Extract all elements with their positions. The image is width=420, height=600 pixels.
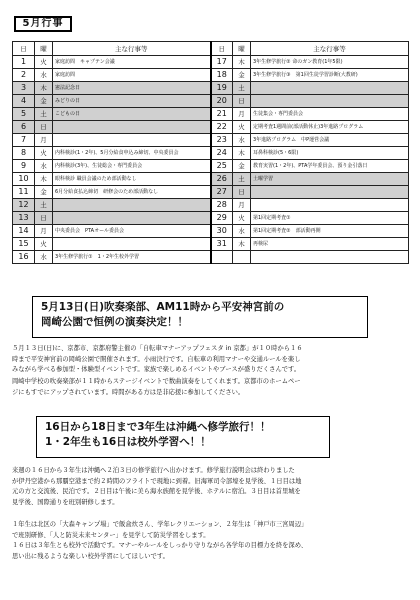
trip-notice <box>36 416 330 458</box>
event-cell <box>251 82 409 95</box>
weekday-cell: 月 <box>233 108 251 121</box>
weekday-cell: 土 <box>233 82 251 95</box>
text-line: 時まで平安神宮前の岡崎公園で開催されます。小雨決行です。自転車の利用マナーや交通ルールを楽し <box>12 355 301 363</box>
table-header-row <box>13 42 409 56</box>
event-cell: 内科検診(1・2年)、5月分給食申込み締切、中央委員会 <box>53 147 211 160</box>
weekday-cell: 木 <box>35 82 53 95</box>
weekday-cell: 日 <box>233 95 251 108</box>
event-cell <box>251 251 409 264</box>
concert-notice-line2: 岡崎公園で恒例の演奏決定！！ <box>41 316 188 328</box>
text-line: 岡崎中学校の吹奏楽部が１１時からステージイベントで数曲演奏をしてくれます。京都市のホームペー <box>12 378 301 385</box>
table-row <box>13 108 409 121</box>
day-cell: 6 <box>13 121 35 134</box>
text-line: 思い出に残るような楽しい校外学習にしてほしいです。 <box>12 552 169 560</box>
event-cell: 3年生修学旅行② 命のガン教育(1年5限) <box>251 56 409 69</box>
weekday-cell: 水 <box>233 134 251 147</box>
weekday-cell: 金 <box>233 69 251 82</box>
event-cell: 家庭訪問 キャプテン会議 <box>53 56 211 69</box>
trip-notice-line1: 16日から18日まで3年生は沖縄へ修学旅行！！ <box>45 421 271 433</box>
weekday-cell: 日 <box>233 186 251 199</box>
event-cell: 生徒集会・専門委員会 <box>251 108 409 121</box>
event-cell: 3年生修学旅行③ 第1回生徒学習診断(大教研) <box>251 69 409 82</box>
header-day: 日 <box>211 42 233 56</box>
event-cell: 第1回定期考査② 部活動再開 <box>251 225 409 238</box>
day-cell: 24 <box>211 147 233 160</box>
day-cell: 13 <box>13 212 35 225</box>
concert-notice-line1: 5月13日(日)吹奏楽部、AM11時から平安神宮前の <box>41 301 285 313</box>
event-cell: 3年進路プログラム 中P運営会議 <box>251 134 409 147</box>
text-line: 見学後、国際通りを班別研修します。 <box>12 499 119 507</box>
event-cell: 中央委員会 PTAオール委員会 <box>53 225 211 238</box>
weekday-cell: 日 <box>35 212 53 225</box>
day-cell: 2 <box>13 69 35 82</box>
table-row <box>13 173 409 186</box>
table-row <box>13 69 409 82</box>
weekday-cell: 木 <box>233 147 251 160</box>
day-cell: 22 <box>211 121 233 134</box>
event-cell: 内科検診(3年)、生徒総会・専門委員会 <box>53 160 211 173</box>
table-row <box>13 251 409 264</box>
festival-paragraph <box>12 344 408 376</box>
day-cell: 19 <box>211 82 233 95</box>
day-cell: 1 <box>13 56 35 69</box>
event-cell <box>53 121 211 134</box>
day-cell: 17 <box>211 56 233 69</box>
weekday-cell: 火 <box>35 238 53 251</box>
day-cell: 11 <box>13 186 35 199</box>
header-weekday: 曜 <box>35 42 53 56</box>
event-cell <box>251 199 409 212</box>
day-cell: 14 <box>13 225 35 238</box>
text-line: で班別研修、「人と防災未来センター」を見学して防災学習をします。 <box>12 531 210 539</box>
header-events: 主な行事等 <box>53 42 211 56</box>
weekday-cell: 日 <box>35 121 53 134</box>
day-cell: 9 <box>13 160 35 173</box>
event-cell: 土曜学習 <box>251 173 409 186</box>
concert-notice <box>32 296 368 338</box>
weekday-cell: 土 <box>35 108 53 121</box>
page-title: 5月行事 <box>14 16 72 32</box>
day-cell: 16 <box>13 251 35 264</box>
table-row <box>13 186 409 199</box>
weekday-cell: 金 <box>35 95 53 108</box>
table-row <box>13 238 409 251</box>
day-cell: 12 <box>13 199 35 212</box>
day-cell: 26 <box>211 173 233 186</box>
table-row <box>13 121 409 134</box>
weekday-cell: 水 <box>35 160 53 173</box>
text-line: １６日は３年生とも校外で活動です。マナーやルールをしっかり守りながら各学年の目標力を終を深め、 <box>12 542 308 549</box>
event-cell: 3年生修学旅行① 1・2年生校外学習 <box>53 251 211 264</box>
day-cell: 21 <box>211 108 233 121</box>
weekday-cell: 木 <box>233 56 251 69</box>
header-weekday: 曜 <box>233 42 251 56</box>
text-line: ５月１３日(日)に、京都市、京都府警主催の「自転車マナーアップフェスタ in 京都」が１０時から１６ <box>12 345 303 352</box>
day-cell: 23 <box>211 134 233 147</box>
day-cell: 29 <box>211 212 233 225</box>
weekday-cell: 木 <box>233 238 251 251</box>
day-cell: 10 <box>13 173 35 186</box>
day-cell: 3 <box>13 82 35 95</box>
weekday-cell: 火 <box>35 147 53 160</box>
event-cell: 6月分給食払込締切 研修会のため部活動なし <box>53 186 211 199</box>
day-cell: 18 <box>211 69 233 82</box>
day-cell: 31 <box>211 238 233 251</box>
event-cell: 耳鼻科検診(5・6限) <box>251 147 409 160</box>
day-cell: 5 <box>13 108 35 121</box>
text-line: が伊丹空港から那覇空港まで約２時間のフライトで現地に到着。旧海軍司令部壕を見学後、１日目は地 <box>12 477 302 485</box>
event-cell <box>53 134 211 147</box>
schedule-table <box>12 41 409 264</box>
table-row <box>13 225 409 238</box>
table-row <box>13 212 409 225</box>
text-line: ジにもすでにアップされています。時間がある方は是非応援に参加してください。 <box>12 388 245 396</box>
trip-notice-line2: 1・2年生も16日は校外学習へ！！ <box>45 436 211 448</box>
header-events: 主な行事等 <box>251 42 409 56</box>
weekday-cell: 水 <box>233 225 251 238</box>
brass-band-paragraph <box>12 377 408 398</box>
day-cell: 25 <box>211 160 233 173</box>
day-cell <box>211 251 233 264</box>
header-day: 日 <box>13 42 35 56</box>
table-row <box>13 199 409 212</box>
table-row <box>13 82 409 95</box>
day-cell: 30 <box>211 225 233 238</box>
weekday-cell: 火 <box>233 212 251 225</box>
event-cell: こどもの日 <box>53 108 211 121</box>
weekday-cell: 月 <box>35 134 53 147</box>
weekday-cell: 水 <box>35 251 53 264</box>
event-cell: 教育実習(1・2年)、PTA学年委員会、預り金引落日 <box>251 160 409 173</box>
weekday-cell: 火 <box>35 56 53 69</box>
day-cell: 4 <box>13 95 35 108</box>
day-cell: 7 <box>13 134 35 147</box>
okinawa-trip-paragraph <box>12 466 408 509</box>
event-cell <box>53 199 211 212</box>
table-row <box>13 134 409 147</box>
weekday-cell: 土 <box>35 199 53 212</box>
weekday-cell <box>233 251 251 264</box>
text-line: 来週の１６日から３年生は沖縄へ２泊３日の修学旅行へ出かけます。修学旅行説明会は終わりました <box>12 467 295 474</box>
weekday-cell: 金 <box>35 186 53 199</box>
text-line: 元の方と交流後、民泊です。２日目は午後に美ら海水族館を見学後、ホテルに宿泊。３日目は首里城を <box>12 488 301 496</box>
event-cell: 定期考査1週間前(部活動休止)3年進路プログラム <box>251 121 409 134</box>
event-cell: 第1回定期考査① <box>251 212 409 225</box>
event-cell: 憲法記念日 <box>53 82 211 95</box>
event-cell <box>251 95 409 108</box>
event-cell: みどりの日 <box>53 95 211 108</box>
weekday-cell: 水 <box>35 69 53 82</box>
weekday-cell: 木 <box>35 173 53 186</box>
weekday-cell: 月 <box>35 225 53 238</box>
table-row <box>13 56 409 69</box>
text-line: １年生は北区の「大森キャンプ場」で飯盒炊さん、学年レクリエーション、２年生は「神戸市三宮周辺」 <box>12 521 308 528</box>
closing-paragraph <box>12 541 408 562</box>
weekday-cell: 土 <box>233 173 251 186</box>
weekday-cell: 月 <box>233 199 251 212</box>
day-cell: 8 <box>13 147 35 160</box>
table-row <box>13 95 409 108</box>
day-cell: 15 <box>13 238 35 251</box>
event-cell <box>53 212 211 225</box>
event-cell: 再検尿 <box>251 238 409 251</box>
event-cell <box>53 238 211 251</box>
day-cell: 20 <box>211 95 233 108</box>
day-cell: 27 <box>211 186 233 199</box>
text-line: みながら学べる参加型・体験型イベントです。家族で楽しめるイベントやブースが盛りだくさんです。 <box>12 366 301 374</box>
table-row <box>13 160 409 173</box>
weekday-cell: 金 <box>233 160 251 173</box>
event-cell <box>251 186 409 199</box>
field-trip-paragraph <box>12 520 408 541</box>
table-row <box>13 147 409 160</box>
day-cell: 28 <box>211 199 233 212</box>
event-cell: 眼科検診 職員会議のため部活動なし <box>53 173 211 186</box>
event-cell: 家庭訪問 <box>53 69 211 82</box>
weekday-cell: 火 <box>233 121 251 134</box>
